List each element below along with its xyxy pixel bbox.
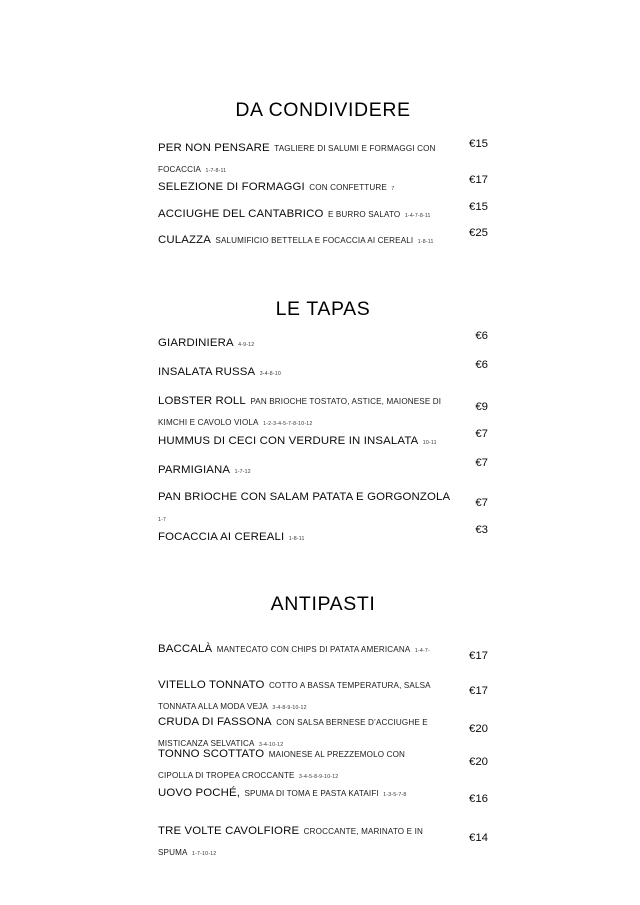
menu-item	[158, 781, 488, 805]
menu-item-description: MAIONESE AL PREZZEMOLO CON CIPOLLA DI TROPEA CROCCANTE	[158, 750, 406, 781]
menu-item-price: €17	[468, 650, 488, 662]
menu-item-description: CON CONFETTURE	[309, 183, 387, 192]
menu-item-name: SELEZIONE DI FORMAGGI	[158, 181, 305, 193]
menu-item-text	[158, 429, 488, 450]
menu-item-price: €20	[468, 723, 488, 735]
menu-item-description: SALUMIFICIO BETTELLA E FOCACCIA AI CEREALI	[215, 236, 414, 245]
menu-item-price: €17	[468, 685, 488, 697]
menu-item-price: €6	[475, 330, 488, 342]
menu-item-name: TRE VOLTE CAVOLFIORE	[158, 825, 300, 837]
section-title-da-condividere: DA CONDIVIDERE	[235, 99, 411, 121]
menu-item-text	[158, 485, 488, 528]
menu-item-price: €16	[468, 793, 488, 805]
menu-item-price: €9	[475, 401, 488, 413]
menu-item-allergens: 1-7-10-12	[192, 851, 217, 858]
menu-item-price: €17	[468, 174, 488, 186]
menu-item	[158, 136, 488, 179]
menu-item	[158, 819, 488, 862]
menu-item-description: MANTECATO CON CHIPS DI PATATA AMERICANA	[216, 645, 411, 654]
menu-item-allergens: 1-8-11	[417, 239, 434, 245]
menu-item-allergens: 1-3-5-7-8	[383, 792, 407, 798]
menu-item	[158, 331, 488, 352]
menu-item	[158, 429, 488, 450]
menu-item-description: COTTO A BASSA TEMPERATURA, SALSA TONNATA ALLA MODA VEJA	[158, 681, 431, 712]
menu-item-allergens: 1-8-11	[288, 536, 305, 542]
menu-item-text	[158, 136, 488, 179]
menu-item-name: PARMIGIANA	[158, 464, 231, 476]
menu-item-name: HUMMUS DI CECI CON VERDURE IN INSALATA	[158, 435, 419, 447]
menu-item-name: GIARDINIERA	[158, 337, 234, 349]
section-title-le-tapas: LE TAPAS	[275, 298, 371, 320]
section-title-antipasti: ANTIPASTI	[270, 593, 376, 615]
menu-item-price: €3	[475, 524, 488, 536]
menu-item-name: VITELLO TONNATO	[158, 679, 265, 691]
menu-item-price: €6	[475, 359, 488, 371]
menu-item-text	[158, 742, 488, 785]
menu-item-name: TONNO SCOTTATO	[158, 748, 265, 760]
menu-item-text	[158, 202, 488, 223]
menu-item-text	[158, 458, 488, 479]
menu-item-name: LOBSTER ROLL	[158, 395, 246, 407]
menu-item	[158, 202, 488, 223]
menu-item-text	[158, 389, 488, 432]
menu-item-text	[158, 228, 488, 249]
menu-item-allergens: 3-4-8-9-10-12	[272, 705, 307, 712]
menu-item-description: PAN BRIOCHE TOSTATO, ASTICE, MAIONESE DI KIMCHI E CAVOLO VIOLA	[158, 397, 442, 428]
menu-item-price: €25	[468, 227, 488, 239]
menu-item-allergens: 1-4-7-8-11	[404, 213, 431, 219]
menu-item-price: €7	[475, 497, 488, 509]
menu-item	[158, 637, 488, 662]
menu-item-price: €14	[468, 832, 488, 844]
menu-item	[158, 742, 488, 785]
menu-item-allergens: 3-4-10-12	[259, 742, 284, 749]
menu-item-name: UOVO POCHÉ,	[158, 787, 241, 799]
menu-item	[158, 228, 488, 249]
menu-item	[158, 485, 488, 528]
menu-item-description: SPUMA DI TOMA E PASTA KATAIFI	[244, 789, 379, 798]
menu-item	[158, 175, 488, 196]
menu-item-price: €7	[475, 428, 488, 440]
menu-item-text	[158, 525, 488, 546]
menu-item	[158, 389, 488, 432]
menu-item-price: €15	[468, 201, 488, 213]
menu-item	[158, 458, 488, 479]
menu-item-name: PAN BRIOCHE CON SALAM PATATA E GORGONZOLA	[158, 491, 451, 503]
menu-item-name: ACCIUGHE DEL CANTABRICO	[158, 208, 324, 220]
menu-item-price: €7	[475, 457, 488, 469]
menu-item-text	[158, 781, 488, 802]
menu-item-description: E BURRO SALATO	[327, 210, 401, 219]
menu-item-name: BACCALÀ	[158, 643, 213, 655]
menu-item	[158, 360, 488, 381]
menu-item	[158, 525, 488, 546]
menu-item-name: CRUDA DI FASSONA	[158, 716, 272, 728]
menu-item-allergens: 3-4-8-10	[259, 371, 281, 377]
menu-item-price: €15	[468, 138, 488, 150]
menu-item-allergens: 4-9-12	[238, 342, 255, 348]
menu-item-allergens: 3-4-5-8-9-10-12	[299, 774, 339, 781]
menu-item-name: PER NON PENSARE	[158, 142, 270, 154]
menu-item-text	[158, 331, 488, 352]
menu-item-price: €20	[468, 756, 488, 768]
menu-item-name: CULAZZA	[158, 234, 211, 246]
menu-item-text	[158, 819, 488, 862]
menu-item-allergens: 1-7-8-11	[205, 168, 227, 175]
menu-item-description: CON SALSA BERNESE D’ACCIUGHE E MISTICANZA SELVATICA	[158, 718, 428, 749]
menu-item-name: INSALATA RUSSA	[158, 366, 256, 378]
menu-item-name: FOCACCIA AI CEREALI	[158, 531, 285, 543]
menu-item-text	[158, 360, 488, 381]
menu-item-allergens: 1-2-3-4-5-7-8-10-12	[263, 421, 313, 428]
menu-item-text	[158, 175, 488, 196]
menu-item-text	[158, 637, 488, 658]
menu-item-allergens: 1-7-12	[234, 469, 251, 475]
menu-item-allergens: 1-4-7-	[414, 648, 430, 654]
menu-item-allergens: 7	[391, 186, 395, 192]
menu-item-description: CROCCANTE, MARINATO E IN SPUMA	[158, 827, 423, 858]
menu-item-description: TAGLIERE DI SALUMI E FORMAGGI CON FOCACCIA	[158, 144, 436, 175]
menu-item-allergens: 1-7	[158, 517, 167, 524]
menu-item-allergens: 10-11	[422, 440, 437, 446]
